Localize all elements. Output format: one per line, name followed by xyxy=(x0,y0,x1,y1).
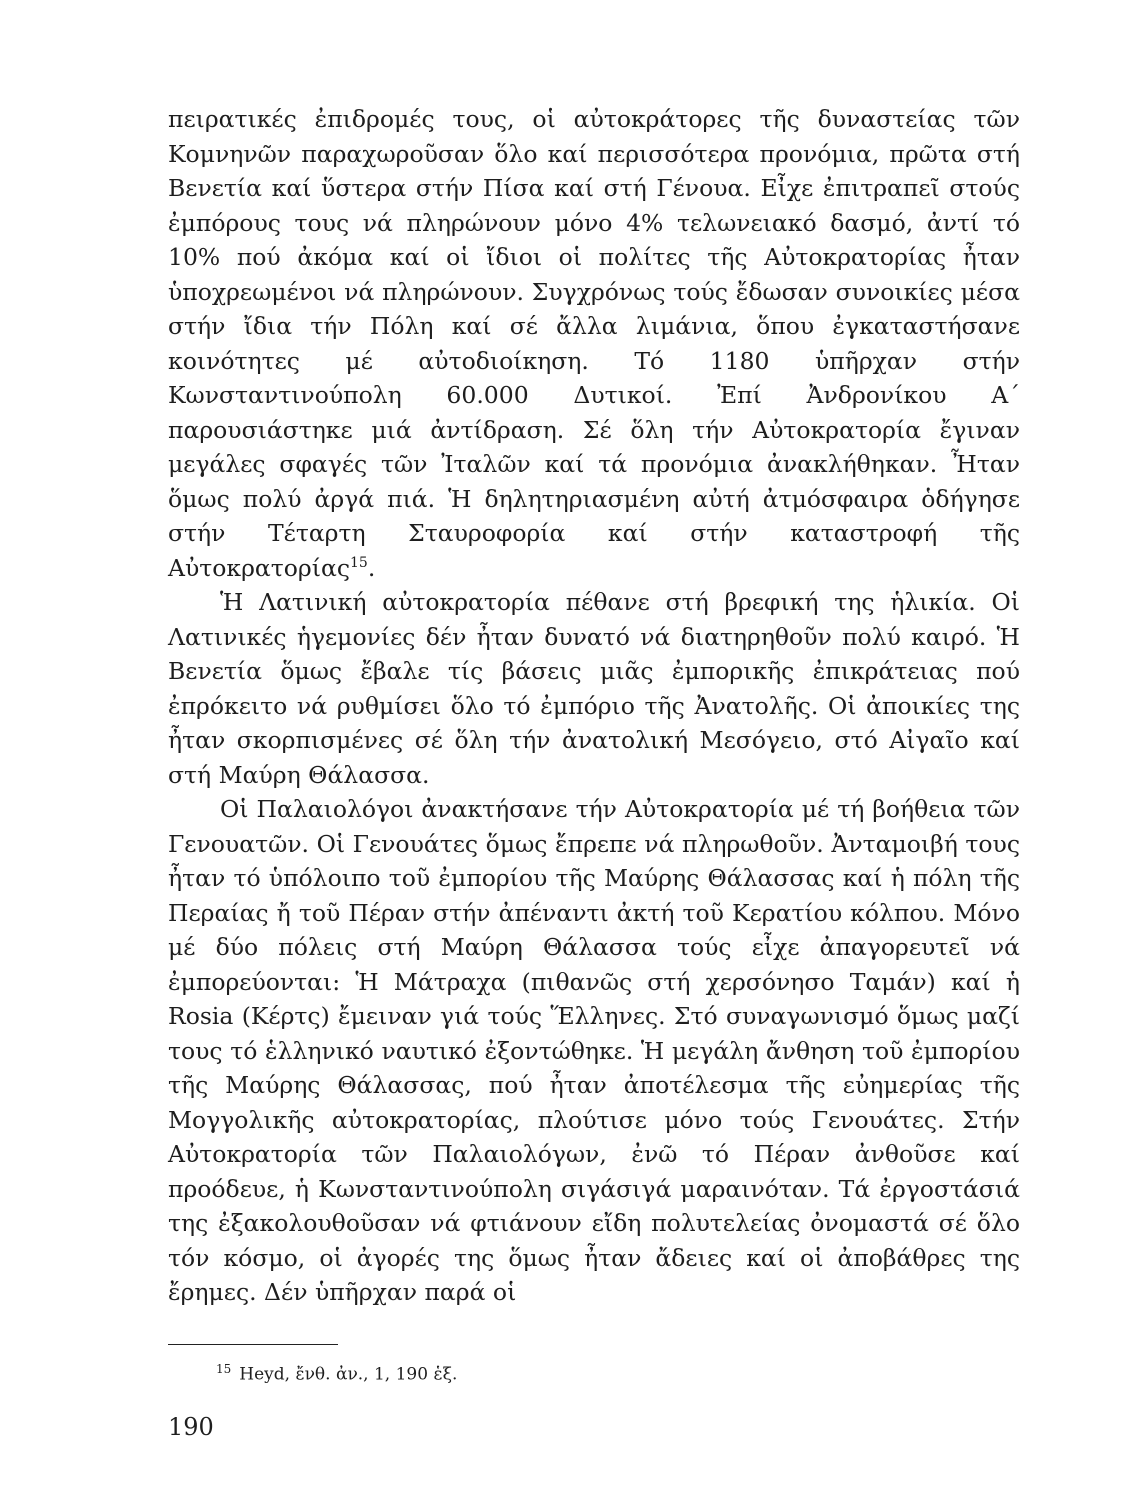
paragraph-3: Οἱ Παλαιολόγοι ἀνακτήσανε τήν Αὐτοκρατορία μέ τή βοήθεια τῶν Γενουατῶν. Οἱ Γενουάτες ὅμως ἔπρεπε νά πληρωθοῦν. Ἀνταμοιβή τους ἦταν τό ὑπόλοιπο τοῦ ἐμπορίου τῆς Μαύρης Θάλασσας καί ἡ πόλη τῆς Περαίας ἤ τοῦ Πέραν στήν ἀπέναντι ἀκτή τοῦ Κερατίου κόλπου. Μόνο μέ δύο πόλεις στή Μαύρη Θάλασσα τούς εἶχε ἀπαγορευτεῖ νά ἐμπορεύονται: Ἡ Μάτραχα (πιθανῶς στή χερσόνησο Ταμάν) καί ἡ Rosia (Κέρτς) ἔμειναν γιά τούς Ἕλληνες. Στό συναγωνισμό ὅμως μαζί τους τό ἑλληνικό ναυτικό ἐξοντώθηκε. Ἡ μεγάλη ἄνθηση τοῦ ἐμπορίου τῆς Μαύρης Θάλασσας, πού ἦταν ἀποτέλεσμα τῆς εὐημερίας τῆς Μογγολικῆς αὐτοκρατορίας, πλούτισε μόνο τούς Γενουάτες. Στήν Αὐτοκρατορία τῶν Παλαιολόγων, ἐνῶ τό Πέραν ἀνθοῦσε καί προόδευε, ἡ Κωνσταντινούπολη σιγάσιγά μαραινόταν. Τά ἐργοστάσιά της ἐξακολουθοῦσαν νά φτιάνουν εἴδη πολυτελείας ὀνομαστά σέ ὅλο τόν κόσμο, οἱ ἀγορές της ὅμως ἦταν ἄδειες καί οἱ ἀποβάθρες της ἔρημες. Δέν ὑπῆρχαν παρά οἱ xyxy=(168,795,1020,1306)
footnote xyxy=(216,1358,457,1386)
body-text xyxy=(168,102,1020,1310)
paragraph-1-text: πειρατικές ἐπιδρομές τους, οἱ αὐτοκράτορες τῆς δυναστείας τῶν Κομνηνῶν παραχωροῦσαν ὅλο καί περισσότερα προνόμια, πρῶτα στή Βενετία καί ὕστερα στήν Πίσα καί στή Γένουα. Εἶχε ἐπιτραπεῖ στούς ἐμπόρους τους νά πληρώνουν μόνο 4% τελωνειακό δασμό, ἀντί τό 10% πού ἀκόμα καί οἱ ἴδιοι οἱ πολίτες τῆς Αὐτοκρατορίας ἦταν ὑποχρεωμένοι νά πληρώνουν. Συγχρόνως τούς ἔδωσαν συνοικίες μέσα στήν ἴδια τήν Πόλη καί σέ ἄλλα λιμάνια, ὅπου ἐγκαταστήσανε κοινότητες μέ αὐτοδιοίκηση. Τό 1180 ὑπῆρχαν στήν Κωνσταντινούπολη 60.000 Δυτικοί. Ἐπί Ἀνδρονίκου Α΄ παρουσιάστηκε μιά ἀντίδραση. Σέ ὅλη τήν Αὐτοκρατορία ἔγιναν μεγάλες σφαγές τῶν Ἰταλῶν καί τά προνόμια ἀνακλήθηκαν. Ἦταν ὅμως πολύ ἀργά πιά. Ἡ δηλητηριασμένη αὐτή ἀτμόσφαιρα ὁδήγησε στήν Τέταρτη Σταυροφορία καί στήν καταστροφή τῆς Αὐτοκρατορίας xyxy=(168,105,1020,582)
paragraph-2: Ἡ Λατινική αὐτοκρατορία πέθανε στή βρεφική της ἡλικία. Οἱ Λατινικές ἡγεμονίες δέν ἦταν δυνατό νά διατηρηθοῦν πολύ καιρό. Ἡ Βενετία ὅμως ἔβαλε τίς βάσεις μιᾶς ἐμπορικῆς ἐπικράτειας πού ἐπρόκειτο νά ρυθμίσει ὅλο τό ἐμπόριο τῆς Ἀνατολῆς. Οἱ ἀποικίες της ἦταν σκορπισμένες σέ ὅλη τήν ἀνατολική Μεσόγειο, στό Αἰγαῖο καί στή Μαύρη Θάλασσα. xyxy=(168,588,1020,789)
footnote-number: 15 xyxy=(216,1362,232,1376)
footnote-divider xyxy=(168,1344,338,1345)
footnote-text: Heyd, ἔνθ. ἀν., 1, 190 ἑξ. xyxy=(239,1364,458,1385)
page-body xyxy=(168,102,1020,1310)
paragraph-1-trail: . xyxy=(367,553,376,582)
footnote-reference: 15 xyxy=(350,554,368,571)
paragraph-1 xyxy=(168,102,1020,585)
page-number: 190 xyxy=(168,1413,214,1441)
